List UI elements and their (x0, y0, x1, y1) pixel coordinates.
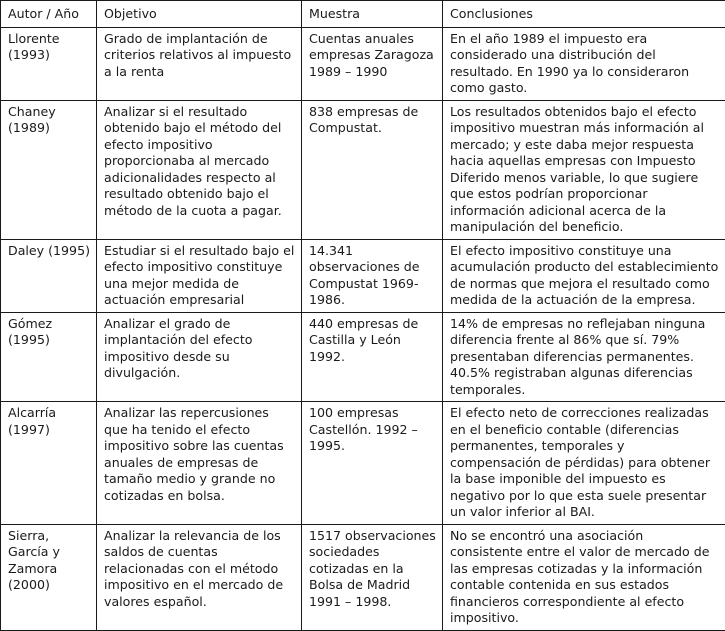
cell-sample: 100 empresas Castellón. 1992 – 1995. (302, 402, 443, 525)
header-author: Autor / Año (1, 1, 97, 28)
cell-author: Alcarría (1997) (1, 402, 97, 525)
cell-objective: Analizar el grado de implantación del efecto impositivo desde su divulgación. (97, 312, 302, 402)
cell-conclusions: El efecto impositivo constituye una acumulación producto del establecimiento de normas que mejora el resultado como medida de la actuación de la empresa. (443, 239, 725, 312)
table-row (1, 524, 725, 630)
header-conclusions: Conclusiones (443, 1, 725, 28)
table-row (1, 27, 725, 100)
cell-sample: 838 empresas de Compustat. (302, 100, 443, 239)
table-row (1, 312, 725, 402)
table-header-row (1, 1, 725, 28)
cell-objective: Analizar la relevancia de los saldos de cuentas relacionadas con el método impositivo en el mercado de valores español. (97, 524, 302, 630)
cell-author: Chaney (1989) (1, 100, 97, 239)
cell-author: Sierra, García y Zamora (2000) (1, 524, 97, 630)
cell-author: Llorente (1993) (1, 27, 97, 100)
cell-author: Daley (1995) (1, 239, 97, 312)
cell-conclusions: El efecto neto de correcciones realizadas en el beneficio contable (diferencias permanentes, temporales y compensación de pérdidas) para obtener la base imponible del impuesto es negativo por lo que esta suele presentar un valor inferior al BAI. (443, 402, 725, 525)
cell-conclusions: En el año 1989 el impuesto era considerado una distribución del resultado. En 1990 ya lo consideraron como gasto. (443, 27, 725, 100)
cell-objective: Analizar las repercusiones que ha tenido el efecto impositivo sobre las cuentas anuales de empresas de tamaño medio y grande no cotizadas en bolsa. (97, 402, 302, 525)
cell-conclusions: No se encontró una asociación consistente entre el valor de mercado de las empresas cotizadas y la información contable contenida en sus estados financieros correspondiente al efecto impositivo. (443, 524, 725, 630)
table-row (1, 239, 725, 312)
cell-objective: Estudiar si el resultado bajo el efecto impositivo constituye una mejor medida de actuación empresarial (97, 239, 302, 312)
cell-conclusions: 14% de empresas no reflejaban ninguna diferencia frente al 86% que sí. 79% presentaban diferencias permanentes. 40.5% registraban algunas diferencias temporales. (443, 312, 725, 402)
cell-author: Gómez (1995) (1, 312, 97, 402)
cell-conclusions: Los resultados obtenidos bajo el efecto impositivo muestran más información al mercado; y este daba mejor respuesta hacia aquellas empresas con Impuesto Diferido menos variable, lo que sugiere que estos podrían proporcionar información adicional acerca de la manipulación del beneficio. (443, 100, 725, 239)
table-row (1, 402, 725, 525)
cell-sample: 14.341 observaciones de Compustat 1969-1986. (302, 239, 443, 312)
cell-sample: 1517 observaciones sociedades cotizadas en la Bolsa de Madrid 1991 – 1998. (302, 524, 443, 630)
cell-objective: Analizar si el resultado obtenido bajo el método del efecto impositivo proporcionaba al mercado adicionalidades respecto al resultado obtenido bajo el método de la cuota a pagar. (97, 100, 302, 239)
header-sample: Muestra (302, 1, 443, 28)
cell-sample: 440 empresas de Castilla y León 1992. (302, 312, 443, 402)
table-row (1, 100, 725, 239)
header-objective: Objetivo (97, 1, 302, 28)
cell-objective: Grado de implantación de criterios relativos al impuesto a la renta (97, 27, 302, 100)
cell-sample: Cuentas anuales empresas Zaragoza 1989 – 1990 (302, 27, 443, 100)
